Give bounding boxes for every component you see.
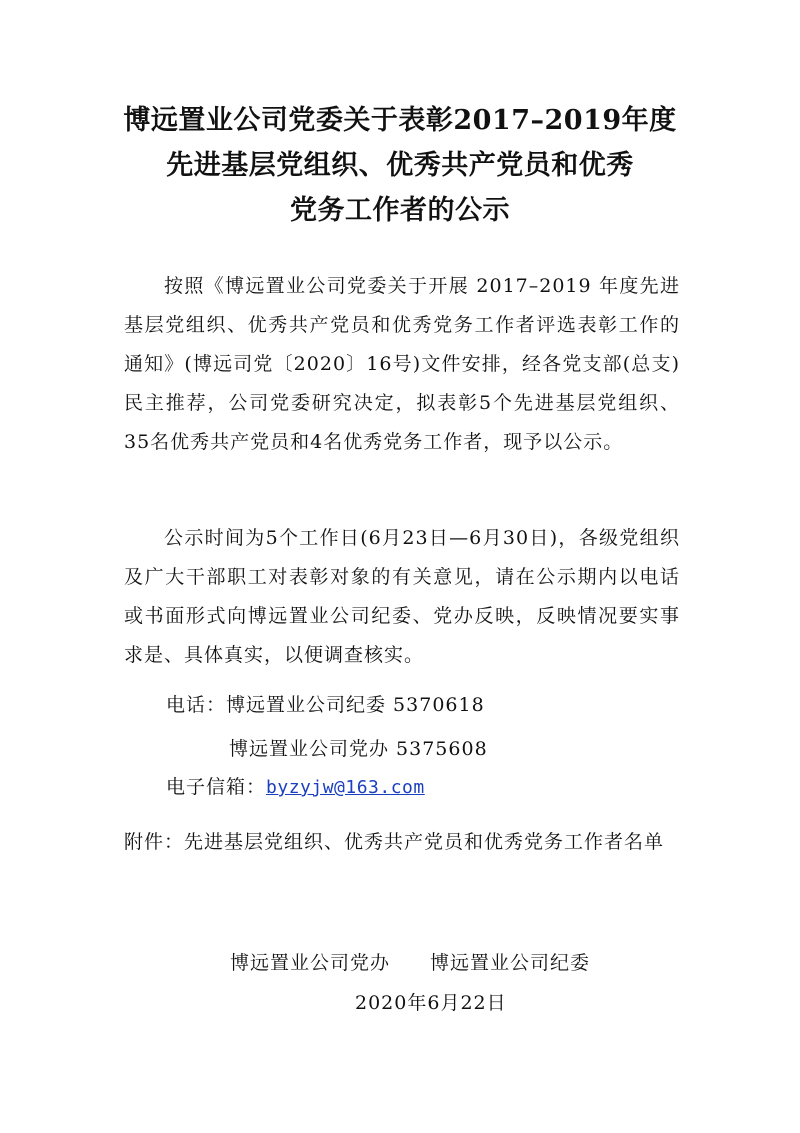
phone-line-2 (229, 734, 488, 764)
phone-line-1 (166, 690, 485, 720)
phone-number-party-office: 博远置业公司党办 5375608 (229, 738, 488, 760)
paragraph-publicity-period: 公示时间为5个工作日(6月23日—6月30日)，各级党组织及广大干部职工对表彰对象的有关意见，请在公示期内以电话或书面形式向博远置业公司纪委、党办反映，反映情况要实事求是、具体真实，以便调查核实。 (124, 527, 680, 666)
signature-date: 2020年6月22日 (355, 992, 507, 1014)
signature-org-discipline: 博远置业公司纪委 (430, 952, 591, 974)
document-title (100, 98, 700, 233)
signature-org-party-office: 博远置业公司党办 (230, 952, 391, 974)
paragraph-notice-basis: 按照《博远置业公司党委关于开展 2017–2019 年度先进基层党组织、优秀共产党员和优秀党务工作者评选表彰工作的通知》(博远司党〔2020〕16号)文件安排，经各党支部(总支)民主推荐，公司党委研究决定，拟表彰5个先进基层党组织、35名优秀共产党员和4名优秀党务工作者，现予以公示。 (124, 275, 680, 453)
attachment-note: 附件：先进基层党组织、优秀共产党员和优秀党务工作者名单 (124, 831, 665, 853)
phone-number-discipline: 博远置业公司纪委 5370618 (226, 694, 485, 716)
title-line-1: 博远置业公司党委关于表彰2017–2019年度 (123, 105, 677, 136)
signature-organizations (230, 948, 590, 978)
email-link[interactable]: byzyjw@163.com (266, 777, 425, 798)
phone-label: 电话： (166, 694, 227, 716)
title-line-3: 党务工作者的公示 (290, 195, 510, 226)
email-line (166, 772, 425, 803)
title-line-2: 先进基层党组织、优秀共产党员和优秀 (166, 150, 634, 181)
email-label: 电子信箱： (166, 776, 267, 798)
